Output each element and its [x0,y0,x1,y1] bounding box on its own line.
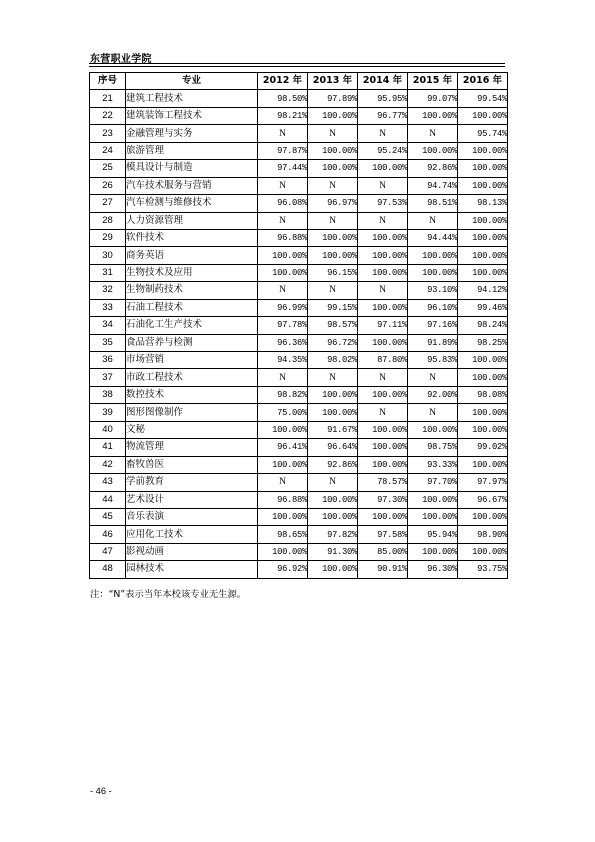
cell-2013: 91.67% [308,421,358,438]
cell-2014: N [358,404,408,421]
cell-no: 25 [90,160,126,177]
cell-2015: 100.00% [408,247,458,264]
cell-major: 汽车技术服务与营销 [126,177,258,194]
cell-no: 39 [90,404,126,421]
cell-2015: 95.83% [408,352,458,369]
cell-no: 44 [90,491,126,508]
cell-no: 38 [90,386,126,403]
cell-no: 34 [90,317,126,334]
column-header-major: 专业 [126,73,258,90]
cell-2016: 96.67% [458,491,508,508]
cell-major: 学前教育 [126,474,258,491]
cell-2014: 100.00% [358,334,408,351]
cell-2012: 97.87% [258,142,308,159]
cell-no: 46 [90,526,126,543]
cell-2014: N [358,177,408,194]
header-rule [89,63,505,64]
cell-2015: 98.75% [408,439,458,456]
cell-no: 29 [90,229,126,246]
cell-2012: N [258,282,308,299]
cell-no: 21 [90,90,126,107]
table-header-row [90,73,508,90]
cell-2013: N [308,282,358,299]
cell-2012: 98.21% [258,107,308,124]
cell-2014: 100.00% [358,264,408,281]
cell-2015: 97.70% [408,474,458,491]
cell-2015: 100.00% [408,491,458,508]
table-row [90,195,508,212]
cell-no: 33 [90,299,126,316]
table-row [90,474,508,491]
cell-major: 旅游管理 [126,142,258,159]
cell-2015: N [408,125,458,142]
table-row [90,508,508,525]
table-row [90,264,508,281]
cell-no: 27 [90,195,126,212]
cell-2013: 100.00% [308,491,358,508]
cell-2014: 87.80% [358,352,408,369]
cell-2015: 99.07% [408,90,458,107]
cell-2013: 100.00% [308,247,358,264]
cell-2015: 100.00% [408,543,458,560]
cell-no: 22 [90,107,126,124]
column-header-2014: 2014 年 [358,73,408,90]
table-row [90,142,508,159]
cell-no: 43 [90,474,126,491]
cell-2012: 96.41% [258,439,308,456]
cell-2016: 100.00% [458,142,508,159]
cell-2012: 94.35% [258,352,308,369]
cell-no: 31 [90,264,126,281]
table-row [90,439,508,456]
cell-2015: N [408,212,458,229]
cell-no: 41 [90,439,126,456]
cell-2012: 100.00% [258,264,308,281]
table-row [90,229,508,246]
cell-2015: 100.00% [408,107,458,124]
cell-major: 石油化工生产技术 [126,317,258,334]
cell-2016: 100.00% [458,352,508,369]
cell-2016: 100.00% [458,160,508,177]
cell-2012: 100.00% [258,421,308,438]
cell-2013: 96.72% [308,334,358,351]
cell-no: 24 [90,142,126,159]
cell-2015: 92.00% [408,386,458,403]
cell-2015: 100.00% [408,421,458,438]
cell-2016: 98.24% [458,317,508,334]
cell-major: 图形图像制作 [126,404,258,421]
cell-2014: 100.00% [358,456,408,473]
cell-2016: 100.00% [458,421,508,438]
cell-major: 汽车检测与维修技术 [126,195,258,212]
cell-no: 42 [90,456,126,473]
cell-2015: 95.94% [408,526,458,543]
cell-major: 影视动画 [126,543,258,560]
cell-major: 畜牧兽医 [126,456,258,473]
cell-2012: 75.00% [258,404,308,421]
cell-major: 商务英语 [126,247,258,264]
cell-2016: 100.00% [458,177,508,194]
cell-2014: 100.00% [358,299,408,316]
cell-2014: 100.00% [358,439,408,456]
cell-2014: 95.24% [358,142,408,159]
cell-major: 物流管理 [126,439,258,456]
table-row [90,456,508,473]
cell-2016: 98.25% [458,334,508,351]
cell-2013: N [308,212,358,229]
cell-2013: 100.00% [308,508,358,525]
document-header-title: 东营职业学院 [90,54,152,65]
cell-2012: 100.00% [258,543,308,560]
cell-2015: 100.00% [408,142,458,159]
cell-no: 40 [90,421,126,438]
cell-2013: 96.97% [308,195,358,212]
cell-major: 市场营销 [126,352,258,369]
cell-2014: 95.95% [358,90,408,107]
cell-no: 37 [90,369,126,386]
cell-major: 生物技术及应用 [126,264,258,281]
cell-major: 模具设计与制造 [126,160,258,177]
cell-major: 艺术设计 [126,491,258,508]
cell-2013: 91.30% [308,543,358,560]
cell-2012: 96.88% [258,229,308,246]
cell-2014: 97.11% [358,317,408,334]
cell-2013: 100.00% [308,142,358,159]
cell-2014: 90.91% [358,561,408,578]
cell-2012: 96.99% [258,299,308,316]
cell-2012: 96.08% [258,195,308,212]
cell-2013: 97.89% [308,90,358,107]
table-row [90,404,508,421]
cell-2013: 100.00% [308,107,358,124]
cell-2015: 93.33% [408,456,458,473]
cell-2013: 97.82% [308,526,358,543]
column-header-2016: 2016 年 [458,73,508,90]
cell-2014: N [358,282,408,299]
table-row [90,160,508,177]
cell-2016: 99.02% [458,439,508,456]
cell-2012: 100.00% [258,508,308,525]
cell-2013: N [308,177,358,194]
cell-2013: 96.15% [308,264,358,281]
cell-no: 30 [90,247,126,264]
table-row [90,369,508,386]
cell-2016: 100.00% [458,456,508,473]
table-row [90,386,508,403]
cell-2013: 100.00% [308,229,358,246]
cell-major: 人力资源管理 [126,212,258,229]
cell-2012: 100.00% [258,247,308,264]
cell-2016: 100.00% [458,107,508,124]
cell-2013: 100.00% [308,561,358,578]
cell-2015: 94.44% [408,229,458,246]
cell-2012: 97.44% [258,160,308,177]
cell-2012: 100.00% [258,456,308,473]
cell-2016: 94.12% [458,282,508,299]
cell-2015: N [408,404,458,421]
cell-no: 36 [90,352,126,369]
cell-2016: 100.00% [458,508,508,525]
cell-major: 数控技术 [126,386,258,403]
cell-2013: 96.64% [308,439,358,456]
employment-rate-table [89,72,508,579]
cell-2014: 96.77% [358,107,408,124]
cell-2016: 93.75% [458,561,508,578]
cell-2013: 99.15% [308,299,358,316]
cell-2016: 98.13% [458,195,508,212]
cell-2016: 100.00% [458,404,508,421]
column-header-no: 序号 [90,73,126,90]
cell-2014: 100.00% [358,229,408,246]
cell-2012: 96.92% [258,561,308,578]
cell-2013: 92.86% [308,456,358,473]
cell-2013: N [308,369,358,386]
cell-2012: N [258,212,308,229]
cell-major: 石油工程技术 [126,299,258,316]
cell-2012: 96.36% [258,334,308,351]
table-body [90,90,508,578]
cell-2014: N [358,212,408,229]
cell-2016: 97.97% [458,474,508,491]
table-row [90,526,508,543]
table-row [90,212,508,229]
cell-2012: N [258,369,308,386]
cell-2014: 97.53% [358,195,408,212]
table-row [90,334,508,351]
table-row [90,352,508,369]
table-row [90,107,508,124]
table-row [90,247,508,264]
cell-2016: 99.46% [458,299,508,316]
cell-2015: 100.00% [408,264,458,281]
table-row [90,125,508,142]
cell-no: 26 [90,177,126,194]
cell-major: 软件技术 [126,229,258,246]
cell-major: 文秘 [126,421,258,438]
cell-major: 食品营养与检测 [126,334,258,351]
cell-2015: 91.89% [408,334,458,351]
cell-2016: 100.00% [458,369,508,386]
cell-major: 建筑工程技术 [126,90,258,107]
cell-2016: 100.00% [458,543,508,560]
cell-2013: N [308,474,358,491]
cell-2013: 100.00% [308,386,358,403]
cell-2015: 96.10% [408,299,458,316]
cell-no: 45 [90,508,126,525]
cell-2016: 98.90% [458,526,508,543]
table-row [90,421,508,438]
cell-major: 音乐表演 [126,508,258,525]
table-row [90,543,508,560]
table-row [90,177,508,194]
cell-major: 建筑装饰工程技术 [126,107,258,124]
cell-2014: 100.00% [358,386,408,403]
cell-2015: N [408,369,458,386]
column-header-2015: 2015 年 [408,73,458,90]
cell-2012: 98.65% [258,526,308,543]
cell-2014: 97.30% [358,491,408,508]
cell-2014: 100.00% [358,421,408,438]
table-row [90,90,508,107]
cell-major: 应用化工技术 [126,526,258,543]
cell-no: 35 [90,334,126,351]
cell-major: 市政工程技术 [126,369,258,386]
cell-2015: 100.00% [408,508,458,525]
page-number: - 46 - [90,786,112,796]
cell-2016: 100.00% [458,247,508,264]
header-rule-thin [89,66,505,67]
cell-2016: 100.00% [458,212,508,229]
cell-2014: 97.58% [358,526,408,543]
cell-2012: 98.82% [258,386,308,403]
cell-2013: 100.00% [308,160,358,177]
cell-2014: N [358,369,408,386]
cell-major: 生物制药技术 [126,282,258,299]
table-row [90,491,508,508]
cell-2014: 85.00% [358,543,408,560]
cell-2012: N [258,474,308,491]
cell-no: 28 [90,212,126,229]
cell-no: 47 [90,543,126,560]
column-header-2012: 2012 年 [258,73,308,90]
cell-2012: 96.88% [258,491,308,508]
column-header-2013: 2013 年 [308,73,358,90]
cell-2012: 97.78% [258,317,308,334]
cell-no: 48 [90,561,126,578]
table-row [90,299,508,316]
cell-major: 园林技术 [126,561,258,578]
cell-2015: 97.16% [408,317,458,334]
cell-major: 金融管理与实务 [126,125,258,142]
cell-2016: 98.08% [458,386,508,403]
cell-2013: 100.00% [308,404,358,421]
cell-2015: 94.74% [408,177,458,194]
cell-2016: 95.74% [458,125,508,142]
table-row [90,317,508,334]
cell-2013: N [308,125,358,142]
cell-2013: 98.57% [308,317,358,334]
table-row [90,561,508,578]
cell-2014: N [358,125,408,142]
cell-2012: N [258,125,308,142]
cell-2016: 99.54% [458,90,508,107]
cell-2016: 100.00% [458,229,508,246]
cell-no: 23 [90,125,126,142]
cell-2016: 100.00% [458,264,508,281]
cell-2014: 100.00% [358,508,408,525]
cell-2015: 93.10% [408,282,458,299]
table-row [90,282,508,299]
table-note: 注：“N”表示当年本校该专业无生源。 [90,589,247,600]
cell-2014: 78.57% [358,474,408,491]
cell-2012: N [258,177,308,194]
cell-2013: 98.02% [308,352,358,369]
cell-2015: 98.51% [408,195,458,212]
cell-2015: 96.30% [408,561,458,578]
cell-no: 32 [90,282,126,299]
cell-2012: 98.50% [258,90,308,107]
cell-2014: 100.00% [358,160,408,177]
cell-2015: 92.86% [408,160,458,177]
cell-2014: 100.00% [358,247,408,264]
